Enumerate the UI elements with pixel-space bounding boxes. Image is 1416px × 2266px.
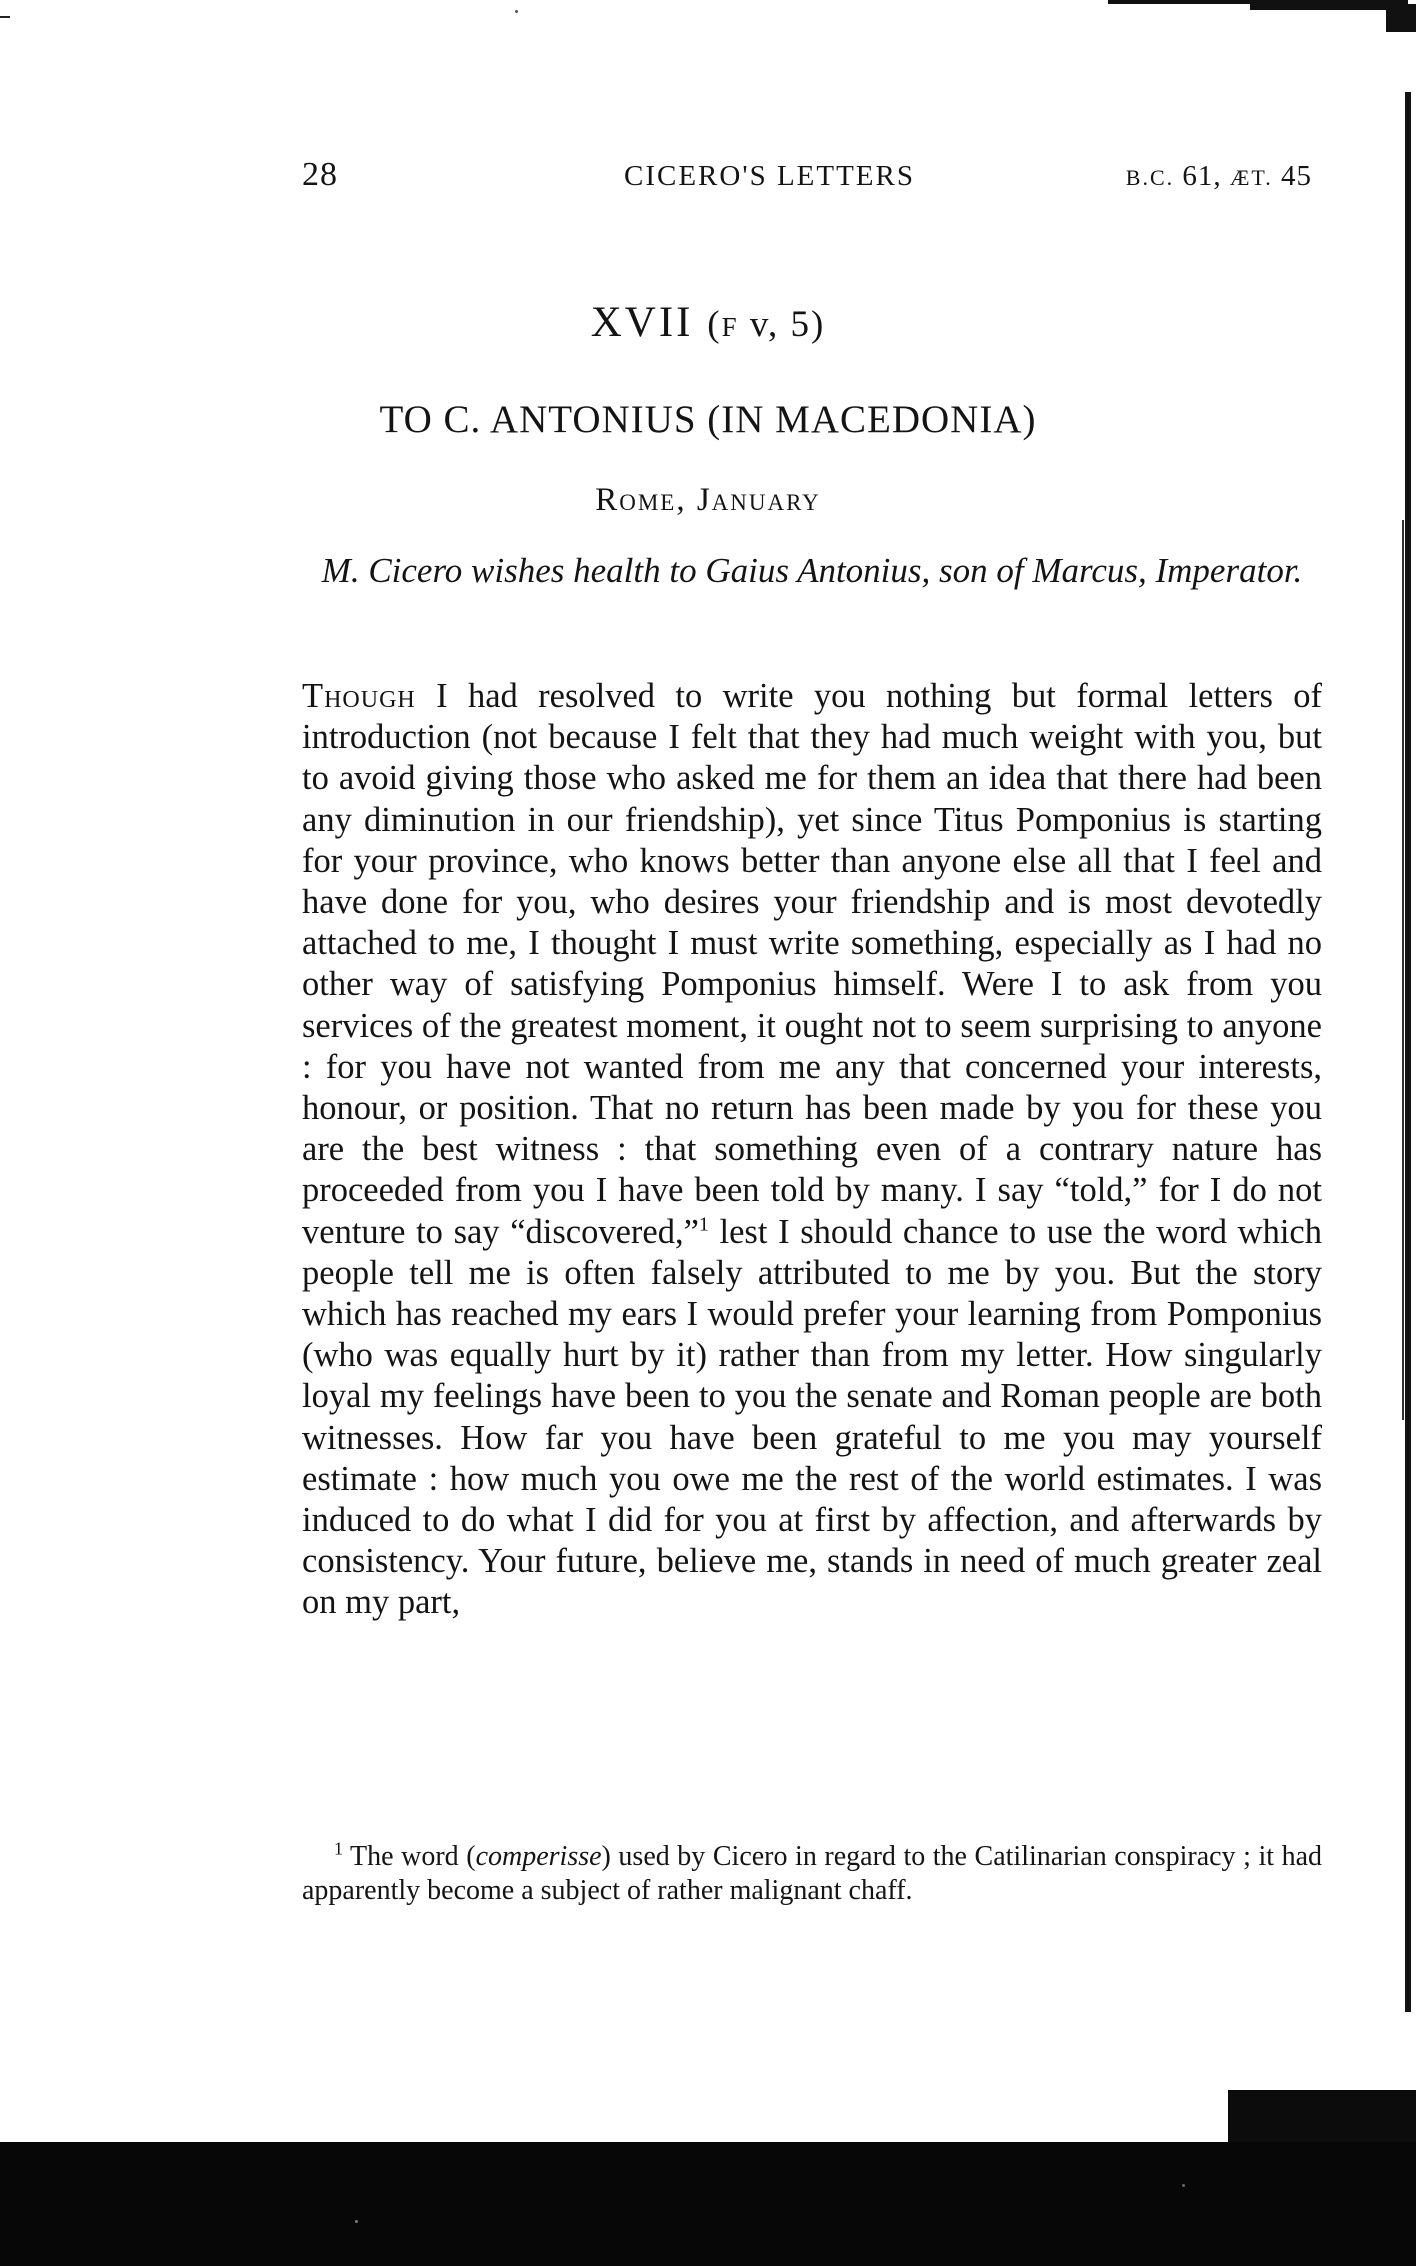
scan-bottom-shadow [0, 2142, 1416, 2266]
scan-edge-mark [0, 16, 10, 18]
letter-addressee: TO C. ANTONIUS (IN MACEDONIA) [379, 398, 1037, 441]
letter-reference [707, 304, 825, 345]
footnote [302, 1840, 1322, 1908]
reference-series: F [721, 312, 739, 342]
footnote-marker: 1 [334, 1838, 343, 1859]
footnote-reference[interactable]: 1 [698, 1213, 709, 1236]
scan-speck [1182, 2184, 1185, 2187]
footnote-text: The word ( [343, 1841, 476, 1872]
scan-page-edge [1402, 520, 1404, 1420]
body-text-continued: lest I should chance to use the word which people tell me is often falsely attributed to me by you. But the story which has reached my ears I would prefer your learning from Pomponius (who was equally hurt by it) rather than from my letter. How singularly loyal my feelings have been to you the senate and Roman people are both witnesses. How far you have been grateful to me you may yourself estimate : how much you owe me the rest of the world estimates. I was induced to do what I did for you at first by affection, and afterwards by consistency. Your future, believe me, stands in need of much greater zeal on my part, [302, 1212, 1322, 1622]
footnote-text-continued: ) used by Cicero in regard to the Catilinarian conspiracy ; it had apparently become a subject of rather malignant chaff. [302, 1841, 1322, 1906]
running-header [302, 156, 1312, 200]
date-year: 61, [1182, 160, 1222, 192]
letter-number-heading [0, 298, 1416, 347]
letter-salutation: M. Cicero wishes health to Gaius Antonius, son of Marcus, Imperator. [321, 551, 1303, 590]
lead-word: Though [302, 677, 416, 715]
scan-page-edge [1405, 92, 1411, 2012]
letter-place-date: Rome, January [595, 482, 821, 518]
scan-speck [355, 2220, 358, 2223]
scan-edge-mark [1386, 4, 1416, 32]
date-prefix: B.C. [1125, 165, 1175, 190]
reference-rest: v, 5) [749, 304, 826, 345]
page-number: 28 [302, 156, 338, 193]
letter-body [302, 676, 1322, 1624]
scan-speck [515, 10, 518, 13]
body-text: I had resolved to write you nothing but formal letters of introduction (not because I felt that they had much weight with you, but to avoid giving those who asked me for them an idea that there had been any diminution in our friendship), yet since Titus Pomponius is starting for your province, who knows better than anyone else all that I feel and have done for you, who desires your friendship and is most devotedly attached to me, I thought I must write something, especially as I had no other way of satisfying Pomponius himself. Were I to ask from you services of the greatest moment, it ought not to seem surprising to anyone : for you have not wanted from me any that concerned your interests, honour, or position. That no return has been made by you for these you are the best witness : that something even of a contrary nature has proceeded from you I have been told by many. I say “told,” for I do not venture to say “discovered,” [302, 677, 1322, 1251]
letter-number: XVII [590, 299, 694, 346]
running-date [1126, 160, 1312, 193]
scan-edge-mark [1228, 2090, 1416, 2150]
footnote-latin-word: comperisse [475, 1841, 602, 1872]
running-title: CICERO'S LETTERS [624, 160, 915, 192]
age-value: 45 [1281, 160, 1312, 192]
age-prefix: ÆT. [1229, 165, 1273, 190]
reference-open: ( [707, 304, 722, 345]
